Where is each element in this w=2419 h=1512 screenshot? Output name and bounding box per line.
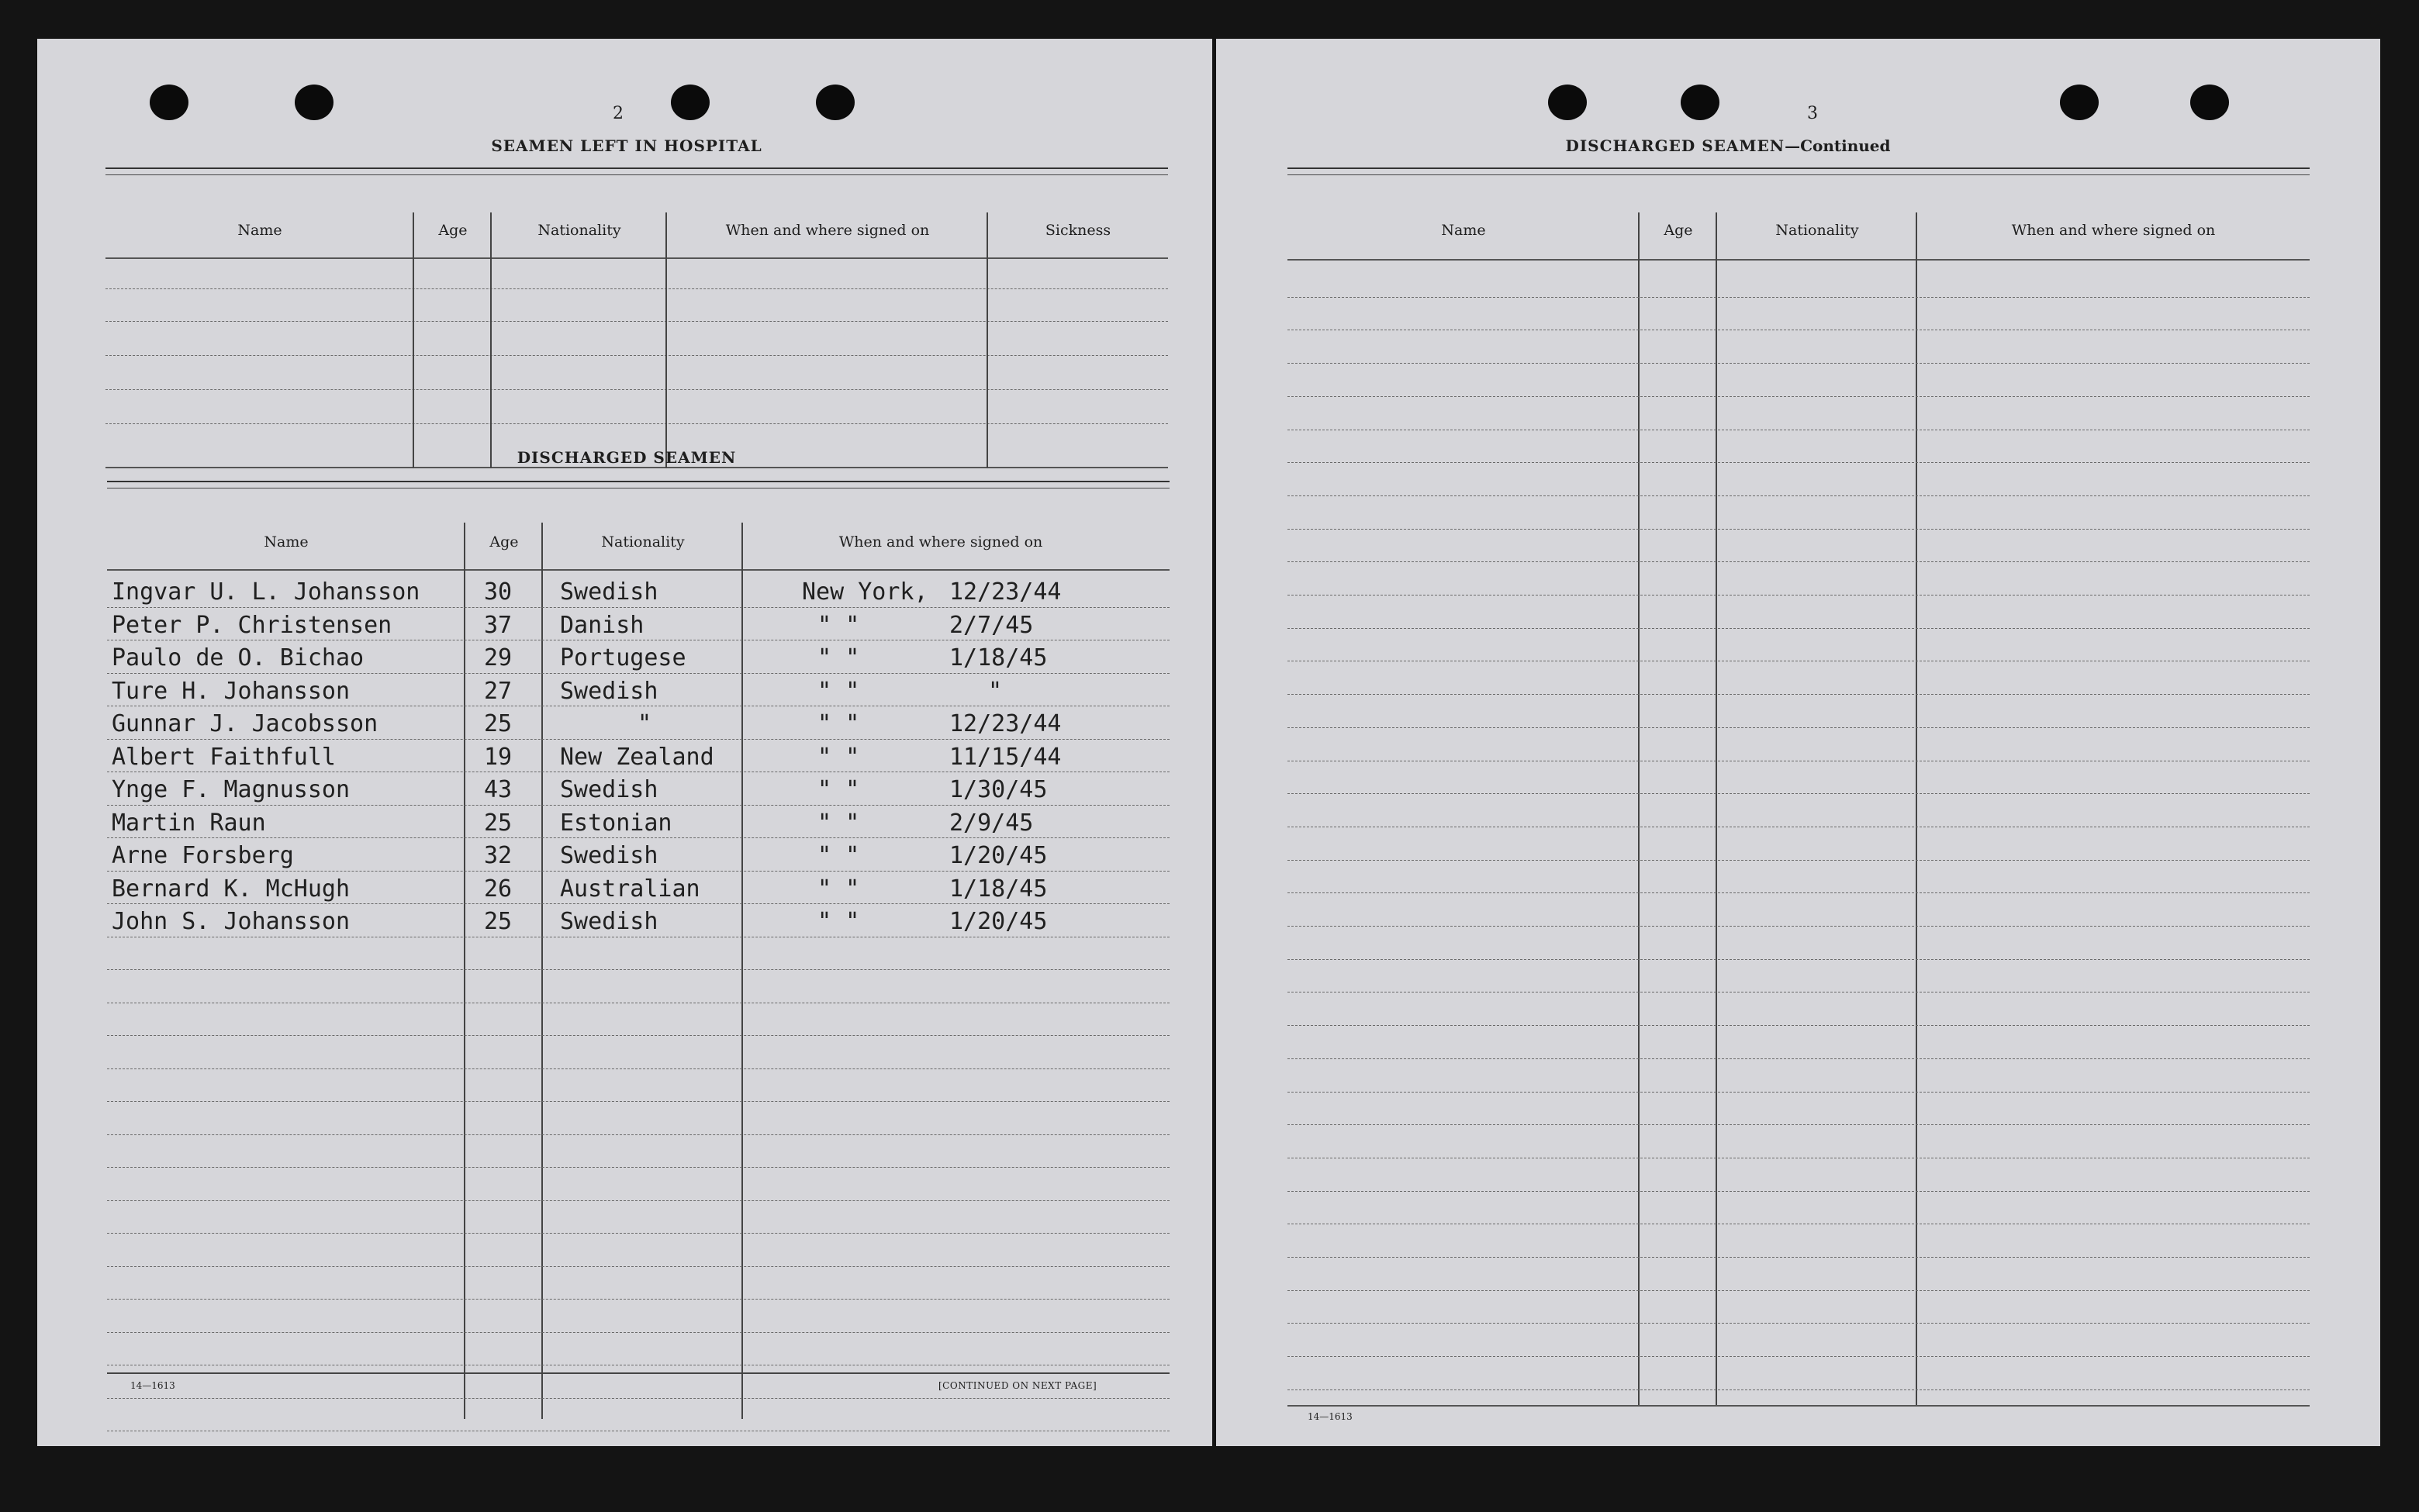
cell-name: Peter P. Christensen — [112, 611, 392, 639]
cell-place: " " — [817, 776, 860, 803]
cell-place: " " — [817, 809, 860, 837]
cell-name: Albert Faithfull — [112, 743, 336, 771]
header-age: Age — [1664, 222, 1693, 239]
cell-name: Paulo de O. Bichao — [112, 644, 365, 671]
cell-nationality: Estonian — [560, 809, 672, 837]
header-name: Name — [1441, 222, 1486, 239]
header-nationality: Nationality — [601, 533, 685, 551]
cell-date: 1/20/45 — [949, 842, 1048, 869]
header-signed-on: When and where signed on — [725, 222, 930, 239]
cell-age: 27 — [484, 677, 513, 705]
continued-note: [CONTINUED ON NEXT PAGE] — [938, 1380, 1097, 1391]
punch-hole — [816, 85, 855, 120]
cell-nationality: Swedish — [560, 776, 658, 803]
cell-place: " " — [817, 842, 860, 869]
cell-place: " " — [817, 743, 860, 771]
title-main: DISCHARGED SEAMEN — [1565, 136, 1785, 155]
cell-date: " — [988, 677, 1003, 705]
cell-nationality: Australian — [560, 875, 700, 903]
header-signed-on: When and where signed on — [2011, 222, 2216, 239]
cell-place: " " — [817, 677, 860, 705]
title-suffix: —Continued — [1785, 136, 1891, 155]
cell-age: 19 — [484, 743, 513, 771]
cell-date: 12/23/44 — [949, 578, 1062, 606]
form-number: 14—1613 — [1308, 1411, 1353, 1422]
cell-nationality: Swedish — [560, 842, 658, 869]
cell-place: " " — [817, 611, 860, 639]
cell-nationality: Portugese — [560, 644, 686, 671]
punch-hole — [150, 85, 188, 120]
header-age: Age — [438, 222, 468, 239]
punch-hole — [295, 85, 333, 120]
cell-age: 25 — [484, 710, 513, 737]
punch-hole — [2190, 85, 2229, 120]
cell-date: 2/7/45 — [949, 611, 1034, 639]
cell-nationality: Swedish — [560, 578, 658, 606]
header-sickness: Sickness — [1045, 222, 1111, 239]
cell-place: " " — [817, 875, 860, 903]
cell-name: Ture H. Johansson — [112, 677, 351, 705]
header-nationality: Nationality — [537, 222, 621, 239]
form-number: 14—1613 — [130, 1380, 175, 1391]
cell-date: 1/18/45 — [949, 875, 1048, 903]
cell-date: 11/15/44 — [949, 743, 1062, 771]
cell-name: Martin Raun — [112, 809, 266, 837]
cell-date: 1/20/45 — [949, 908, 1048, 935]
cell-age: 30 — [484, 578, 513, 606]
hospital-table — [105, 167, 1168, 470]
page-number: 3 — [1807, 104, 1818, 123]
cell-name: Ingvar U. L. Johansson — [112, 578, 420, 606]
cell-date: 1/18/45 — [949, 644, 1048, 671]
cell-age: 25 — [484, 908, 513, 935]
cell-name: John S. Johansson — [112, 908, 351, 935]
cell-nationality: " — [638, 710, 652, 737]
cell-name: Gunnar J. Jacobsson — [112, 710, 378, 737]
left-page — [37, 39, 1212, 1446]
header-nationality: Nationality — [1775, 222, 1859, 239]
cell-place: " " — [817, 710, 860, 737]
cell-name: Arne Forsberg — [112, 842, 294, 869]
page-number: 2 — [613, 104, 624, 123]
cell-age: 29 — [484, 644, 513, 671]
discharged-section-title: DISCHARGED SEAMEN — [517, 448, 737, 467]
discharged-continued-table — [1287, 167, 2310, 1408]
header-name: Name — [264, 533, 309, 551]
header-name: Name — [237, 222, 282, 239]
cell-nationality: Swedish — [560, 677, 658, 705]
punch-hole — [2060, 85, 2099, 120]
cell-place: New York, — [802, 578, 928, 606]
cell-place: " " — [817, 908, 860, 935]
cell-date: 12/23/44 — [949, 710, 1062, 737]
cell-age: 26 — [484, 875, 513, 903]
cell-nationality: Swedish — [560, 908, 658, 935]
cell-date: 1/30/45 — [949, 776, 1048, 803]
cell-name: Ynge F. Magnusson — [112, 776, 351, 803]
punch-hole — [671, 85, 710, 120]
punch-hole — [1681, 85, 1719, 120]
continued-section-title — [1542, 136, 1914, 155]
punch-hole — [1548, 85, 1587, 120]
header-age: Age — [489, 533, 519, 551]
cell-age: 37 — [484, 611, 513, 639]
hospital-section-title: SEAMEN LEFT IN HOSPITAL — [491, 136, 762, 155]
cell-date: 2/9/45 — [949, 809, 1034, 837]
cell-nationality: New Zealand — [560, 743, 714, 771]
header-signed-on: When and where signed on — [838, 533, 1043, 551]
cell-nationality: Danish — [560, 611, 644, 639]
cell-age: 32 — [484, 842, 513, 869]
right-page — [1216, 39, 2380, 1446]
cell-name: Bernard K. McHugh — [112, 875, 351, 903]
discharged-table — [107, 481, 1170, 1421]
cell-place: " " — [817, 644, 860, 671]
cell-age: 43 — [484, 776, 513, 803]
cell-age: 25 — [484, 809, 513, 837]
